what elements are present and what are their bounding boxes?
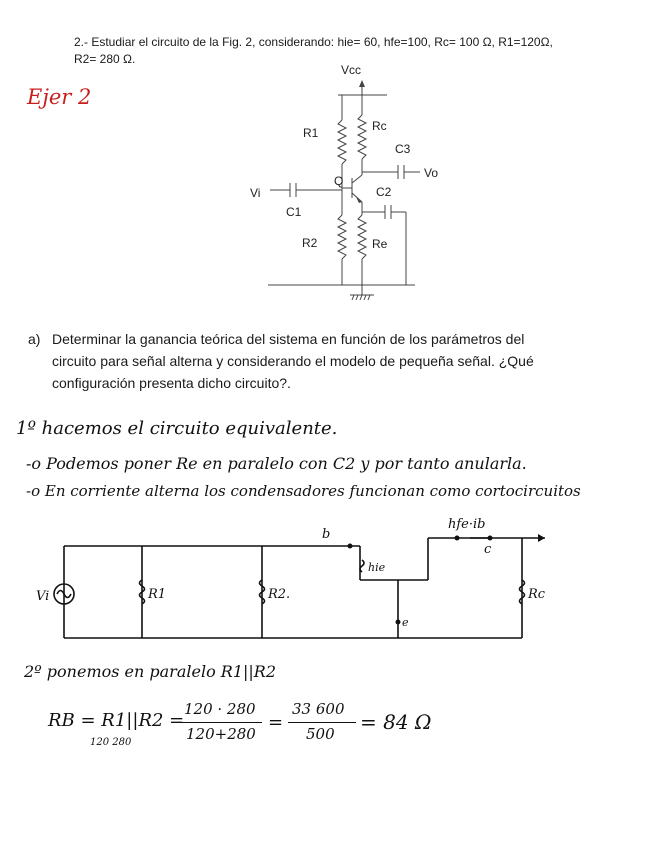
arrow-right-icon — [538, 534, 545, 542]
frac1-bar — [180, 722, 262, 723]
equation-eq2: = — [268, 712, 284, 733]
fig2-q-label: Q — [334, 174, 344, 188]
margin-note: Ejer 2 — [27, 85, 92, 109]
eq-b-label: b — [322, 527, 331, 542]
note-bullet1: -o Podemos poner Re en paralelo con C2 y por tanto anularla. — [26, 454, 527, 473]
problem-statement-line2: R2= 280 Ω. — [74, 52, 136, 66]
question-a-line1: Determinar la ganancia teórica del sistema en función de los parámetros del — [52, 331, 525, 347]
eq-hfe-ib-label: hfe·ib — [448, 517, 486, 532]
equation-result: = 84 Ω — [360, 710, 432, 734]
problem-statement-line1: 2.- Estudiar el circuito de la Fig. 2, considerando: hie= 60, hfe=100, Rc= 100 Ω, R1=120Ω, — [74, 35, 553, 49]
eq-hie-label: hie — [368, 561, 386, 574]
note-step1: 1º hacemos el circuito equivalente. — [16, 418, 338, 439]
frac2-den: 500 — [306, 725, 335, 743]
fig2-rc-label: Rc — [372, 119, 387, 133]
fig2-re-label: Re — [372, 237, 388, 251]
equation-sub: 120 280 — [90, 737, 132, 748]
equation-lhs: RB = R1||R2 = — [48, 710, 185, 731]
node-c-dot — [488, 536, 493, 541]
fig2-vi-label: Vi — [250, 186, 261, 200]
question-a-line2: circuito para señal alterna y considerando el modelo de pequeña señal. ¿Qué — [52, 353, 534, 369]
note-step2: 2º ponemos en paralelo R1||R2 — [24, 662, 277, 681]
eq-c-label: c — [484, 542, 492, 557]
question-a-line3: configuración presenta dicho circuito?. — [52, 375, 291, 391]
eq-r1-label: R1 — [148, 587, 167, 602]
fig2-r1-label: R1 — [303, 126, 319, 140]
frac2-num: 33 600 — [292, 700, 345, 718]
frac1-num: 120 · 280 — [184, 700, 256, 718]
question-a-marker: a) — [28, 331, 41, 347]
frac2-bar — [288, 722, 356, 723]
fig2-c2-label: C2 — [376, 185, 392, 199]
eq-rc-label: Rc — [528, 587, 546, 602]
fig2-vcc-label: Vcc — [341, 63, 362, 77]
node-e-dot — [396, 620, 401, 625]
frac1-den: 120+280 — [186, 725, 256, 743]
fig2-r2-label: R2 — [302, 236, 318, 250]
eq-vi-label: Vi — [36, 589, 50, 604]
node-hfe-dot — [455, 536, 460, 541]
fig2-vo-label: Vo — [424, 166, 439, 180]
fig2-c3-label: C3 — [395, 142, 411, 156]
note-bullet2: -o En corriente alterna los condensadores funcionan como cortocircuitos — [26, 482, 581, 500]
node-b-dot — [348, 544, 353, 549]
fig2-c1-label: C1 — [286, 205, 302, 219]
eq-e-label: e — [402, 616, 409, 629]
eq-r2-label: R2. — [268, 587, 291, 602]
